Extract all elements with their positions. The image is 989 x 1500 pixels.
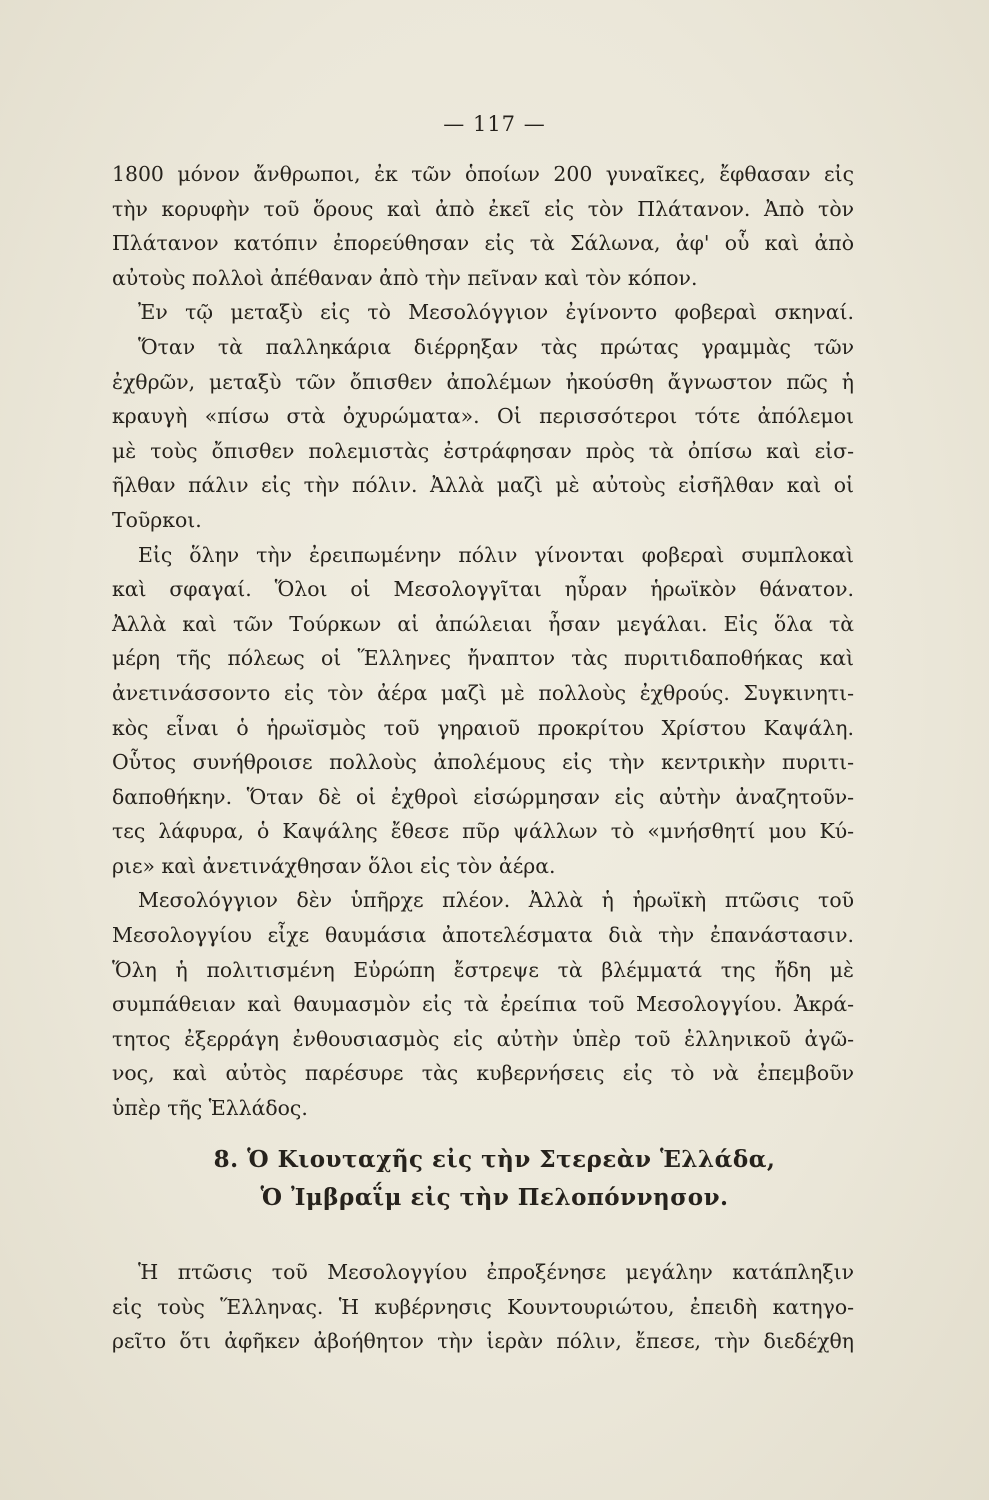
text-line: Τοῦρκοι. (112, 507, 202, 532)
page-number: — 117 — (443, 112, 546, 136)
text-line: Μεσολόγγιον δὲν ὑπῆρχε πλέον. Ἀλλὰ ἡ ἡρωϊκὴ πτῶσις τοῦ (138, 888, 854, 913)
text-line: Μεσολογγίου εἶχε θαυμάσια ἀποτελέσματα διὰ τὴν ἐπανάστασιν. (112, 923, 854, 948)
text-line: Ἀλλὰ καὶ τῶν Τούρκων αἱ ἀπώλειαι ἦσαν μεγάλαι. Εἰς ὅλα τὰ (112, 611, 854, 636)
text-line: μὲ τοὺς ὄπισθεν πολεμιστὰς ἐστράφησαν πρὸς τὰ ὀπίσω καὶ εἰσ- (112, 438, 854, 463)
text-line: τητος ἐξερράγη ἐνθουσιασμὸς εἰς αὐτὴν ὑπὲρ τοῦ ἑλληνικοῦ ἀγῶ- (112, 1026, 854, 1051)
text-line: καὶ σφαγαί. Ὅλοι οἱ Μεσολογγῖται ηὗραν ἡρωϊκὸν θάνατον. (112, 577, 854, 602)
text-line: μέρη τῆς πόλεως οἱ Ἕλληνες ἤναπτον τὰς πυριτιδαποθήκας καὶ (112, 646, 854, 671)
text-line: Εἰς ὅλην τὴν ἐρειπωμένην πόλιν γίνονται φοβεραὶ συμπλοκαὶ (138, 542, 854, 567)
text-line: συμπάθειαν καὶ θαυμασμὸν εἰς τὰ ἐρείπια τοῦ Μεσολογγίου. Ἀκρά- (112, 992, 854, 1017)
text-line: τὴν κορυφὴν τοῦ ὅρους καὶ ἀπὸ ἐκεῖ εἰς τὸν Πλάτανον. Ἀπὸ τὸν (112, 196, 854, 221)
text-line: Ἡ πτῶσις τοῦ Μεσολογγίου ἐπροξένησε μεγάλην κατάπληξιν (138, 1260, 854, 1284)
text-line: κραυγὴ «πίσω στὰ ὀχυρώματα». Οἱ περισσότεροι τότε ἀπόλεμοι (112, 404, 854, 429)
section-text-block (112, 1255, 854, 1359)
text-line: αὐτοὺς πολλοὶ ἀπέθαναν ἀπὸ τὴν πεῖναν καὶ τὸν κόπον. (112, 265, 698, 290)
text-line: Οὗτος συνήθροισε πολλοὺς ἀπολέμους εἰς τὴν κεντρικὴν πυριτι- (112, 750, 854, 775)
text-line: Πλάτανον κατόπιν ἐπορεύθησαν εἰς τὰ Σάλωνα, ἀφ' οὗ καὶ ἀπὸ (112, 231, 854, 256)
text-line: 1800 μόνον ἄνθρωποι, ἐκ τῶν ὁποίων 200 γυναῖκες, ἔφθασαν εἰς (112, 162, 854, 186)
text-line: ὑπὲρ τῆς Ἑλλάδος. (112, 1096, 308, 1121)
text-line: Ἐν τῷ μεταξὺ εἰς τὸ Μεσολόγγιον ἐγίνοντο φοβεραὶ σκηναί. (138, 300, 854, 325)
text-line: Ὅταν τὰ παλληκάρια διέρρηξαν τὰς πρώτας γραμμὰς τῶν (138, 334, 854, 359)
text-line: ριε» καὶ ἀνετινάχθησαν ὅλοι εἰς τὸν ἀέρα. (112, 853, 556, 878)
text-line: τες λάφυρα, ὁ Καψάλης ἔθεσε πῦρ ψάλλων τὸ «μνήσθητί μου Κύ- (112, 819, 854, 844)
text-line: ἐχθρῶν, μεταξὺ τῶν ὄπισθεν ἀπολέμων ἠκούσθη ἄγνωστον πῶς ἡ (112, 369, 854, 394)
section-heading-line-2: Ὁ Ἰμβραΐμ εἰς τὴν Πελοπόννησον. (260, 1184, 729, 1211)
section-heading (0, 1141, 989, 1217)
text-line: εἰς τοὺς Ἕλληνας. Ἡ κυβέρνησις Κουντουριώτου, ἐπειδὴ κατηγο- (112, 1294, 854, 1319)
text-line: νος, καὶ αὐτὸς παρέσυρε τὰς κυβερνήσεις εἰς τὸ νὰ ἐπεμβοῦν (112, 1061, 854, 1086)
text-line: ῆλθαν πάλιν εἰς τὴν πόλιν. Ἀλλὰ μαζὶ μὲ αὐτοὺς εἰσῆλθαν καὶ οἱ (112, 473, 854, 498)
text-line: Ὅλη ἡ πολιτισμένη Εὐρώπη ἔστρεψε τὰ βλέμματά της ἤδη μὲ (112, 957, 854, 982)
text-line: ἀνετινάσσοντο εἰς τὸν ἀέρα μαζὶ μὲ πολλοὺς ἐχθρούς. Συγκινητι- (112, 680, 854, 705)
text-line: κὸς εἶναι ὁ ἡρωϊσμὸς τοῦ γηραιοῦ προκρίτου Χρίστου Καψάλη. (112, 715, 854, 740)
text-line: δαποθήκην. Ὅταν δὲ οἱ ἐχθροὶ εἰσώρμησαν εἰς αὐτὴν ἀναζητοῦν- (112, 784, 854, 809)
text-line: ρεῖτο ὅτι ἀφῆκεν ἀβοήθητον τὴν ἱερὰν πόλιν, ἔπεσε, τὴν διεδέχθη (112, 1329, 854, 1354)
main-text-block (112, 157, 854, 1126)
section-heading-line-1: 8. Ὁ Κιουταχῆς εἰς τὴν Στερεὰν Ἑλλάδα, (213, 1146, 776, 1173)
